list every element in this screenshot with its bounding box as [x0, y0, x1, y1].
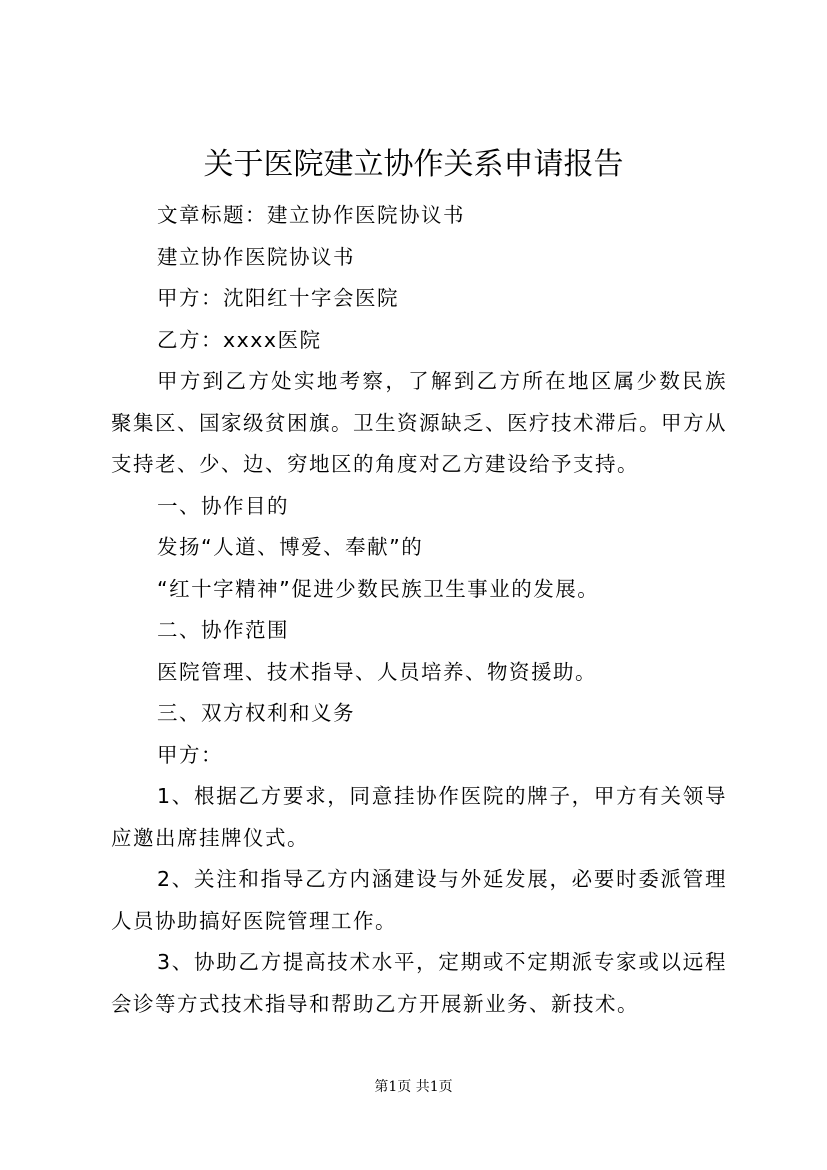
document-body: [111, 195, 727, 1025]
paragraph-article-title: 文章标题：建立协作医院协议书: [157, 203, 465, 227]
paragraph-clause-2: 2、关注和指导乙方内涵建设与外延发展，必要时委派管理人员协助搞好医院管理工作。: [111, 867, 727, 933]
page-number-footer: 第1页 共1页: [374, 1079, 453, 1095]
paragraph-background: 甲方到乙方处实地考察，了解到乙方所在地区属少数民族聚集区、国家级贫困旗。卫生资源缺乏、医疗技术滞后。甲方从支持老、少、边、穷地区的角度对乙方建设给予支持。: [111, 369, 727, 476]
paragraph-scope: 医院管理、技术指导、人员培养、物资援助。: [157, 659, 597, 684]
section-heading-scope: 二、协作范围: [157, 618, 289, 642]
paragraph-party-a: 甲方：沈阳红十字会医院: [157, 286, 399, 310]
paragraph-agreement-title: 建立协作医院协议书: [157, 244, 355, 269]
paragraph-clause-3: 3、协助乙方提高技术水平，定期或不定期派专家或以远程会诊等方式技术指导和帮助乙方开展新业务、新技术。: [111, 950, 727, 1016]
paragraph-purpose-line-2: “红十字精神”促进少数民族卫生事业的发展。: [157, 576, 600, 601]
paragraph-purpose-line-1: 发扬“人道、博爱、奉献”的: [157, 535, 424, 559]
paragraph-party-a-heading: 甲方：: [157, 742, 223, 767]
section-heading-rights: 三、双方权利和义务: [157, 701, 355, 725]
document-title: 关于医院建立协作关系申请报告: [203, 147, 624, 182]
section-heading-purpose: 一、协作目的: [157, 493, 289, 518]
paragraph-clause-1: 1、根据乙方要求，同意挂协作医院的牌子，甲方有关领导应邀出席挂牌仪式。: [111, 784, 727, 850]
paragraph-party-b: 乙方：xxxx医院: [157, 327, 322, 352]
